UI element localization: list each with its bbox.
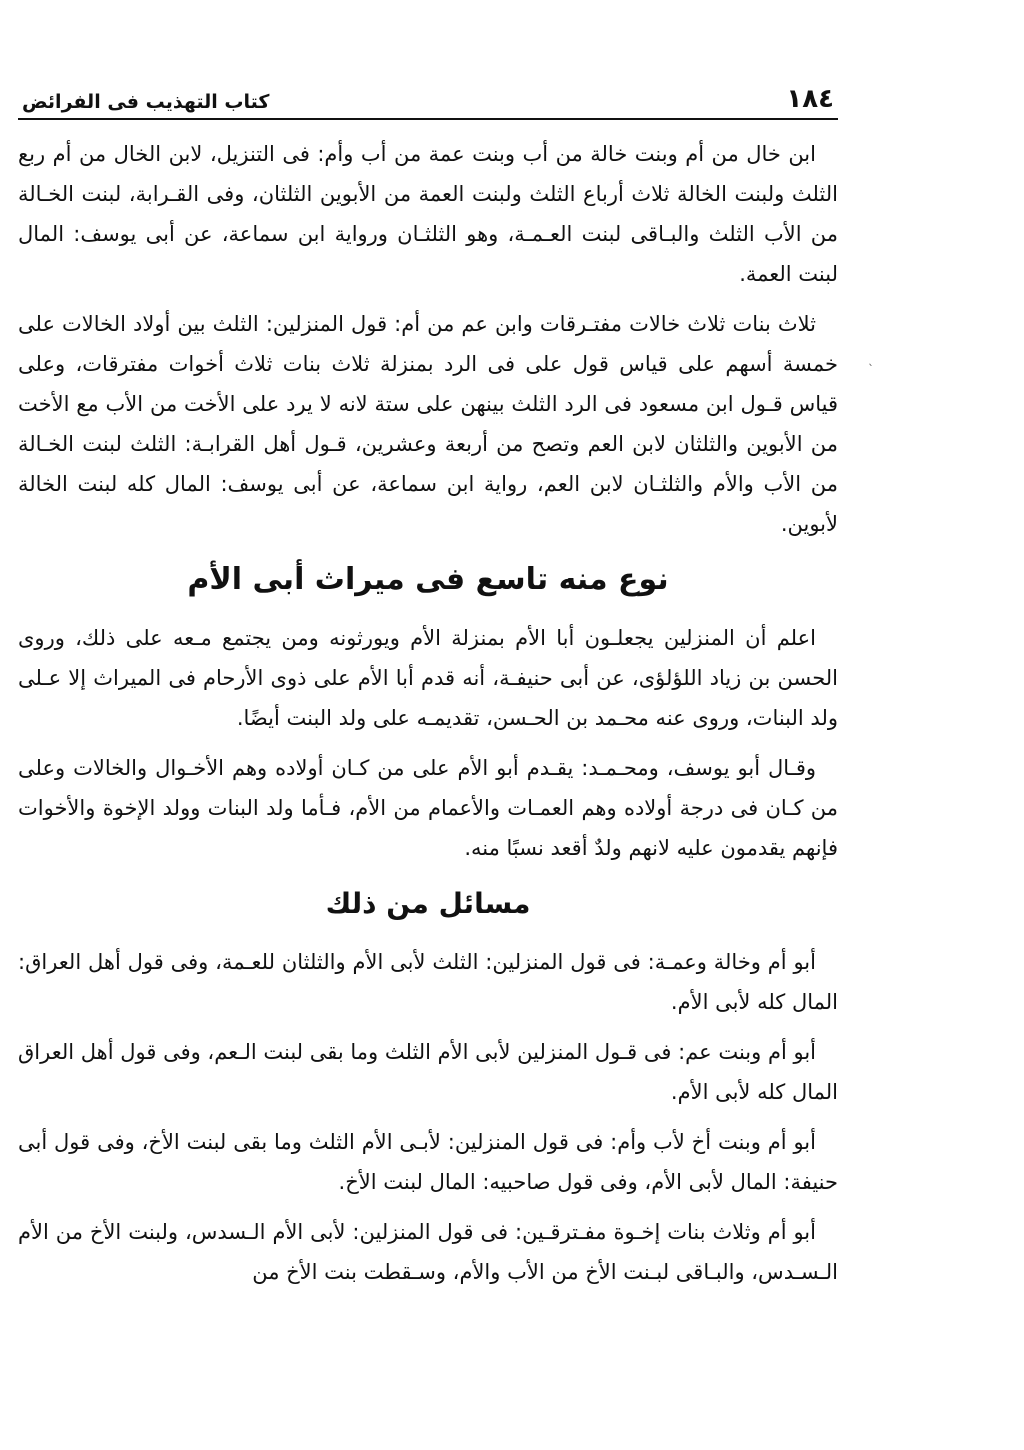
- paragraph-4: وقـال أبو يوسف، ومحـمـد: يقـدم أبو الأم على من كـان أولاده وهم الأخـوال والخالات وعلى من كـان فى درجة أولاده وهم العمـات والأعمام من الأم، فـأما ولد البنات وولد الإخوة والأخوات فإنهم يقدمون عليه لانهم ولدٌ أقعد نسبًا منه.: [18, 756, 838, 860]
- stray-mark: ˎ: [868, 352, 874, 366]
- paragraph-3: اعلم أن المنزلين يجعلـون أبا الأم بمنزلة الأم ويورثونه ومن يجتمع مـعه على ذلك، وروى الحسن بن زياد اللؤلؤى، عن أبى حنيفـة، أنه قدم أبا الأم على ذوى الأرحام فى الميراث إلا عـلى ولد البنات، وروى عنه محـمد بن الحـسن، تقديمـه على ولد البنت أيضًا.: [18, 626, 838, 730]
- paragraph-1: ابن خال من أم وبنت خالة من أب وبنت عمة من أب وأم: فى التنزيل، لابن الخال من أم ربع الثلث ولبنت الخالة ثلاث أرباع الثلث ولبنت العمة من الأبوين الثلثان، وفى القـرابة، لبنت الخـالة من الأب الثلث والبـاقى لبنت العـمـة، وهو الثلثـان ورواية ابن سماعة، عن أبى يوسف: المال لبنت العمة.: [18, 142, 838, 286]
- page-number: ١٨٤: [786, 84, 834, 114]
- paragraph-8: أبو أم وثلاث بنات إخـوة مفـترقـين: فى قول المنزلين: لأبى الأم الـسدس، ولبنت الأخ من الأم الـسـدس، والبـاقى لبـنت الأخ من الأب والأم، وسـقطت بنت الأخ من: [18, 1220, 838, 1284]
- page-body: [18, 120, 838, 1292]
- paragraph-7: أبو أم وبنت أخ لأب وأم: فى قول المنزلين: لأبـى الأم الثلث وما بقى لبنت الأخ، وفى قول أبى حنيفة: المال لأبى الأم، وفى قول صاحبيه: المال لبنت الأخ.: [18, 1130, 838, 1194]
- paragraph-2: ثلاث بنات ثلاث خالات مفتـرقات وابن عم من أم: قول المنزلين: الثلث بين أولاد الخالات على خمسة أسهم على قياس قول على فى الرد بمنزلة ثلاث بنات ثلاث أخوات مفترقات، وعلى قياس قـول ابن مسعود فى الرد الثلث بينهن على ستة لانه لا يرد على الأخت من الأب مع الأخت من الأبوين والثلثان لابن العم وتصح من أربعة وعشرين، قـول أهل القرابـة: الثلث لبنت الخـالة من الأب والأم والثلثـان لابن العم، رواية ابن سماعة، عن أبى يوسف: المال كله لبنت الخالة لأبوين.: [18, 312, 838, 536]
- running-header: [18, 80, 838, 120]
- section-heading-issues: مسائل من ذلك: [325, 887, 531, 920]
- book-page: [18, 80, 838, 1440]
- section-heading-ninth-type: نوع منه تاسع فى ميراث أبى الأم: [187, 562, 669, 597]
- paragraph-6: أبو أم وبنت عم: فى قـول المنزلين لأبى الأم الثلث وما بقى لبنت الـعم، وفى قول أهل العراق المال كله لأبى الأم.: [18, 1040, 838, 1104]
- running-title: كتاب التهذيب فى الفرائض: [22, 91, 270, 113]
- paragraph-5: أبو أم وخالة وعمـة: فى قول المنزلين: الثلث لأبى الأم والثلثان للعـمة، وفى قول أهل العراق: المال كله لأبى الأم.: [18, 950, 838, 1014]
